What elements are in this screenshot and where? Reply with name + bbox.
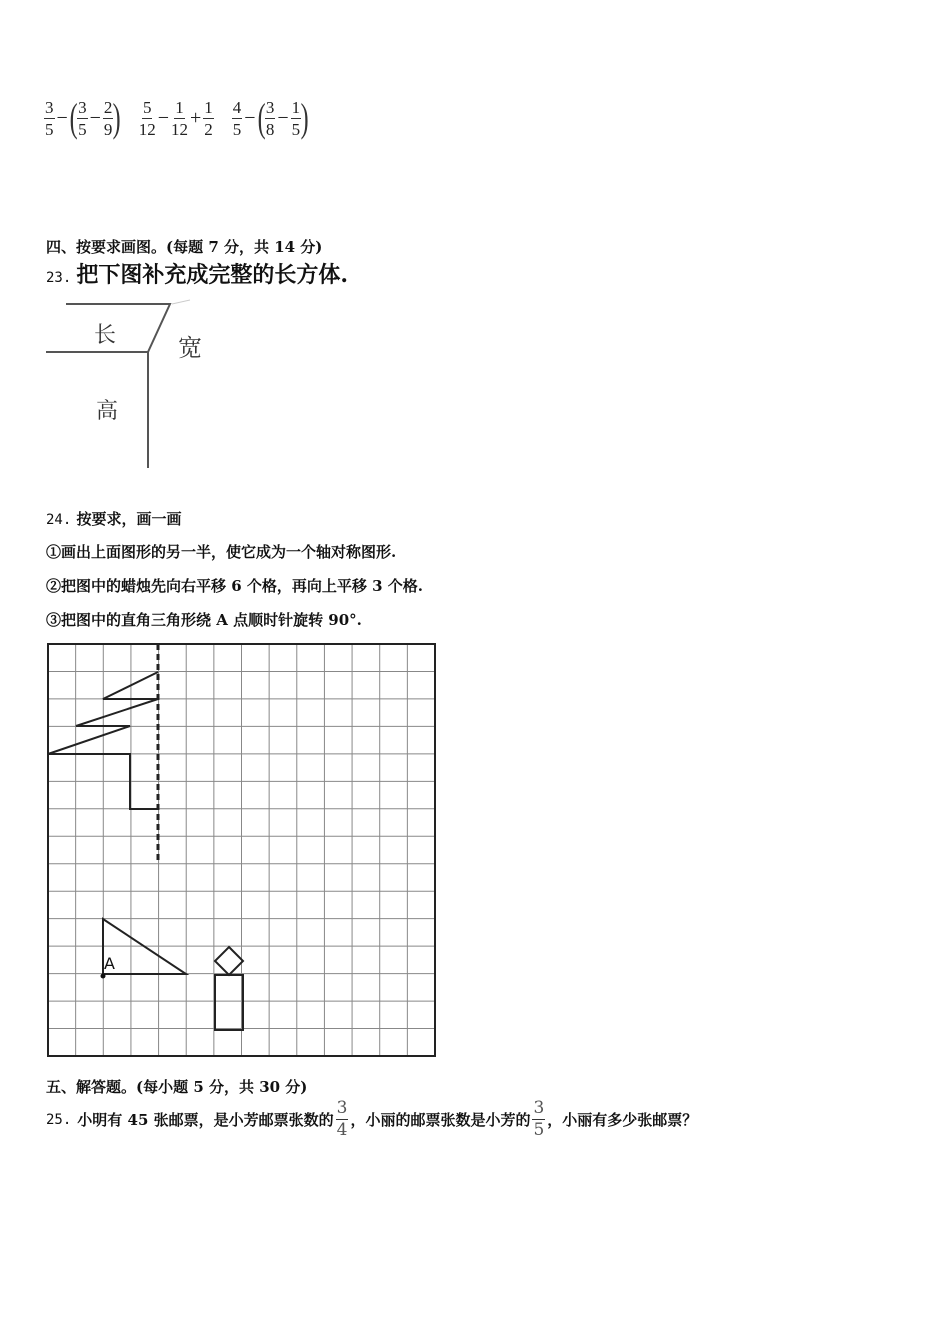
point-a-label: A	[104, 954, 115, 973]
fraction: $\frac{4}{5}$	[232, 97, 242, 139]
expression-1	[44, 95, 122, 140]
question-23	[46, 258, 348, 289]
operator: +	[190, 106, 202, 129]
q25-text-part2: ，小丽的邮票张数是小芳的	[350, 1111, 531, 1129]
fraction: $\frac{2}{9}$	[103, 97, 113, 139]
grid-lines	[48, 644, 435, 1056]
fraction: $\frac{3}{5}$	[45, 97, 54, 139]
section-5-heading: 五、解答题。(每小题 5 分，共 30 分)	[46, 1078, 308, 1096]
paren: )	[113, 95, 122, 140]
operator: −	[277, 106, 289, 129]
paren: (	[69, 95, 78, 140]
cuboid-sketch	[40, 296, 280, 476]
paren: )	[300, 95, 309, 140]
width-label: 宽	[178, 334, 202, 362]
question-number: 24.	[46, 512, 72, 528]
fraction: $\frac{1}{12}$	[171, 97, 188, 139]
fraction: $\frac{1}{2}$	[204, 97, 213, 139]
candle-body	[215, 975, 243, 1030]
fraction: $\frac{1}{5}$	[291, 97, 301, 139]
candle-flame	[215, 947, 243, 975]
question-24-title	[46, 508, 182, 529]
drawing-grid	[40, 636, 444, 1064]
fraction: $\frac{5}{12}$	[138, 97, 156, 139]
length-label: 长	[94, 323, 117, 348]
question-text: 把下图补充成完整的长方体.	[76, 262, 349, 288]
question-number: 25.	[46, 1111, 72, 1128]
operator: −	[157, 106, 169, 129]
operator: −	[244, 106, 256, 129]
fraction: $\frac{3}{8}$	[265, 97, 275, 139]
q25-text-part1: 小明有 45 张邮票，是小芳邮票张数的	[77, 1111, 334, 1129]
paren: (	[257, 95, 266, 140]
faint-mark	[172, 300, 190, 304]
question-text: 按要求，画一画	[76, 510, 182, 528]
q25-text-part3: ，小丽有多少张邮票？	[547, 1111, 698, 1129]
height-label: 高	[96, 399, 119, 424]
question-25	[46, 1100, 697, 1139]
q24-item-3: ③把图中的直角三角形绕 A 点顺时针旋转 90°.	[46, 611, 362, 629]
point-a-dot	[101, 974, 106, 979]
question-number: 23.	[46, 270, 72, 286]
section-4-heading: 四、按要求画图。(每题 7 分，共 14 分)	[46, 238, 323, 256]
expression-3	[232, 95, 309, 140]
q24-item-1: ①画出上面图形的另一半，使它成为一个轴对称图形.	[46, 543, 397, 561]
fraction-three-quarters: $\frac{3}{4}$	[336, 1098, 348, 1140]
expression-2	[139, 99, 214, 138]
fraction: $\frac{3}{5}$	[78, 97, 87, 139]
expression-row	[44, 95, 327, 140]
operator: −	[89, 106, 101, 129]
q24-item-2: ②把图中的蜡烛先向右平移 6 个格，再向上平移 3 个格.	[46, 577, 423, 595]
operator: −	[56, 106, 68, 129]
fraction-three-fifths: $\frac{3}{5}$	[533, 1098, 545, 1140]
